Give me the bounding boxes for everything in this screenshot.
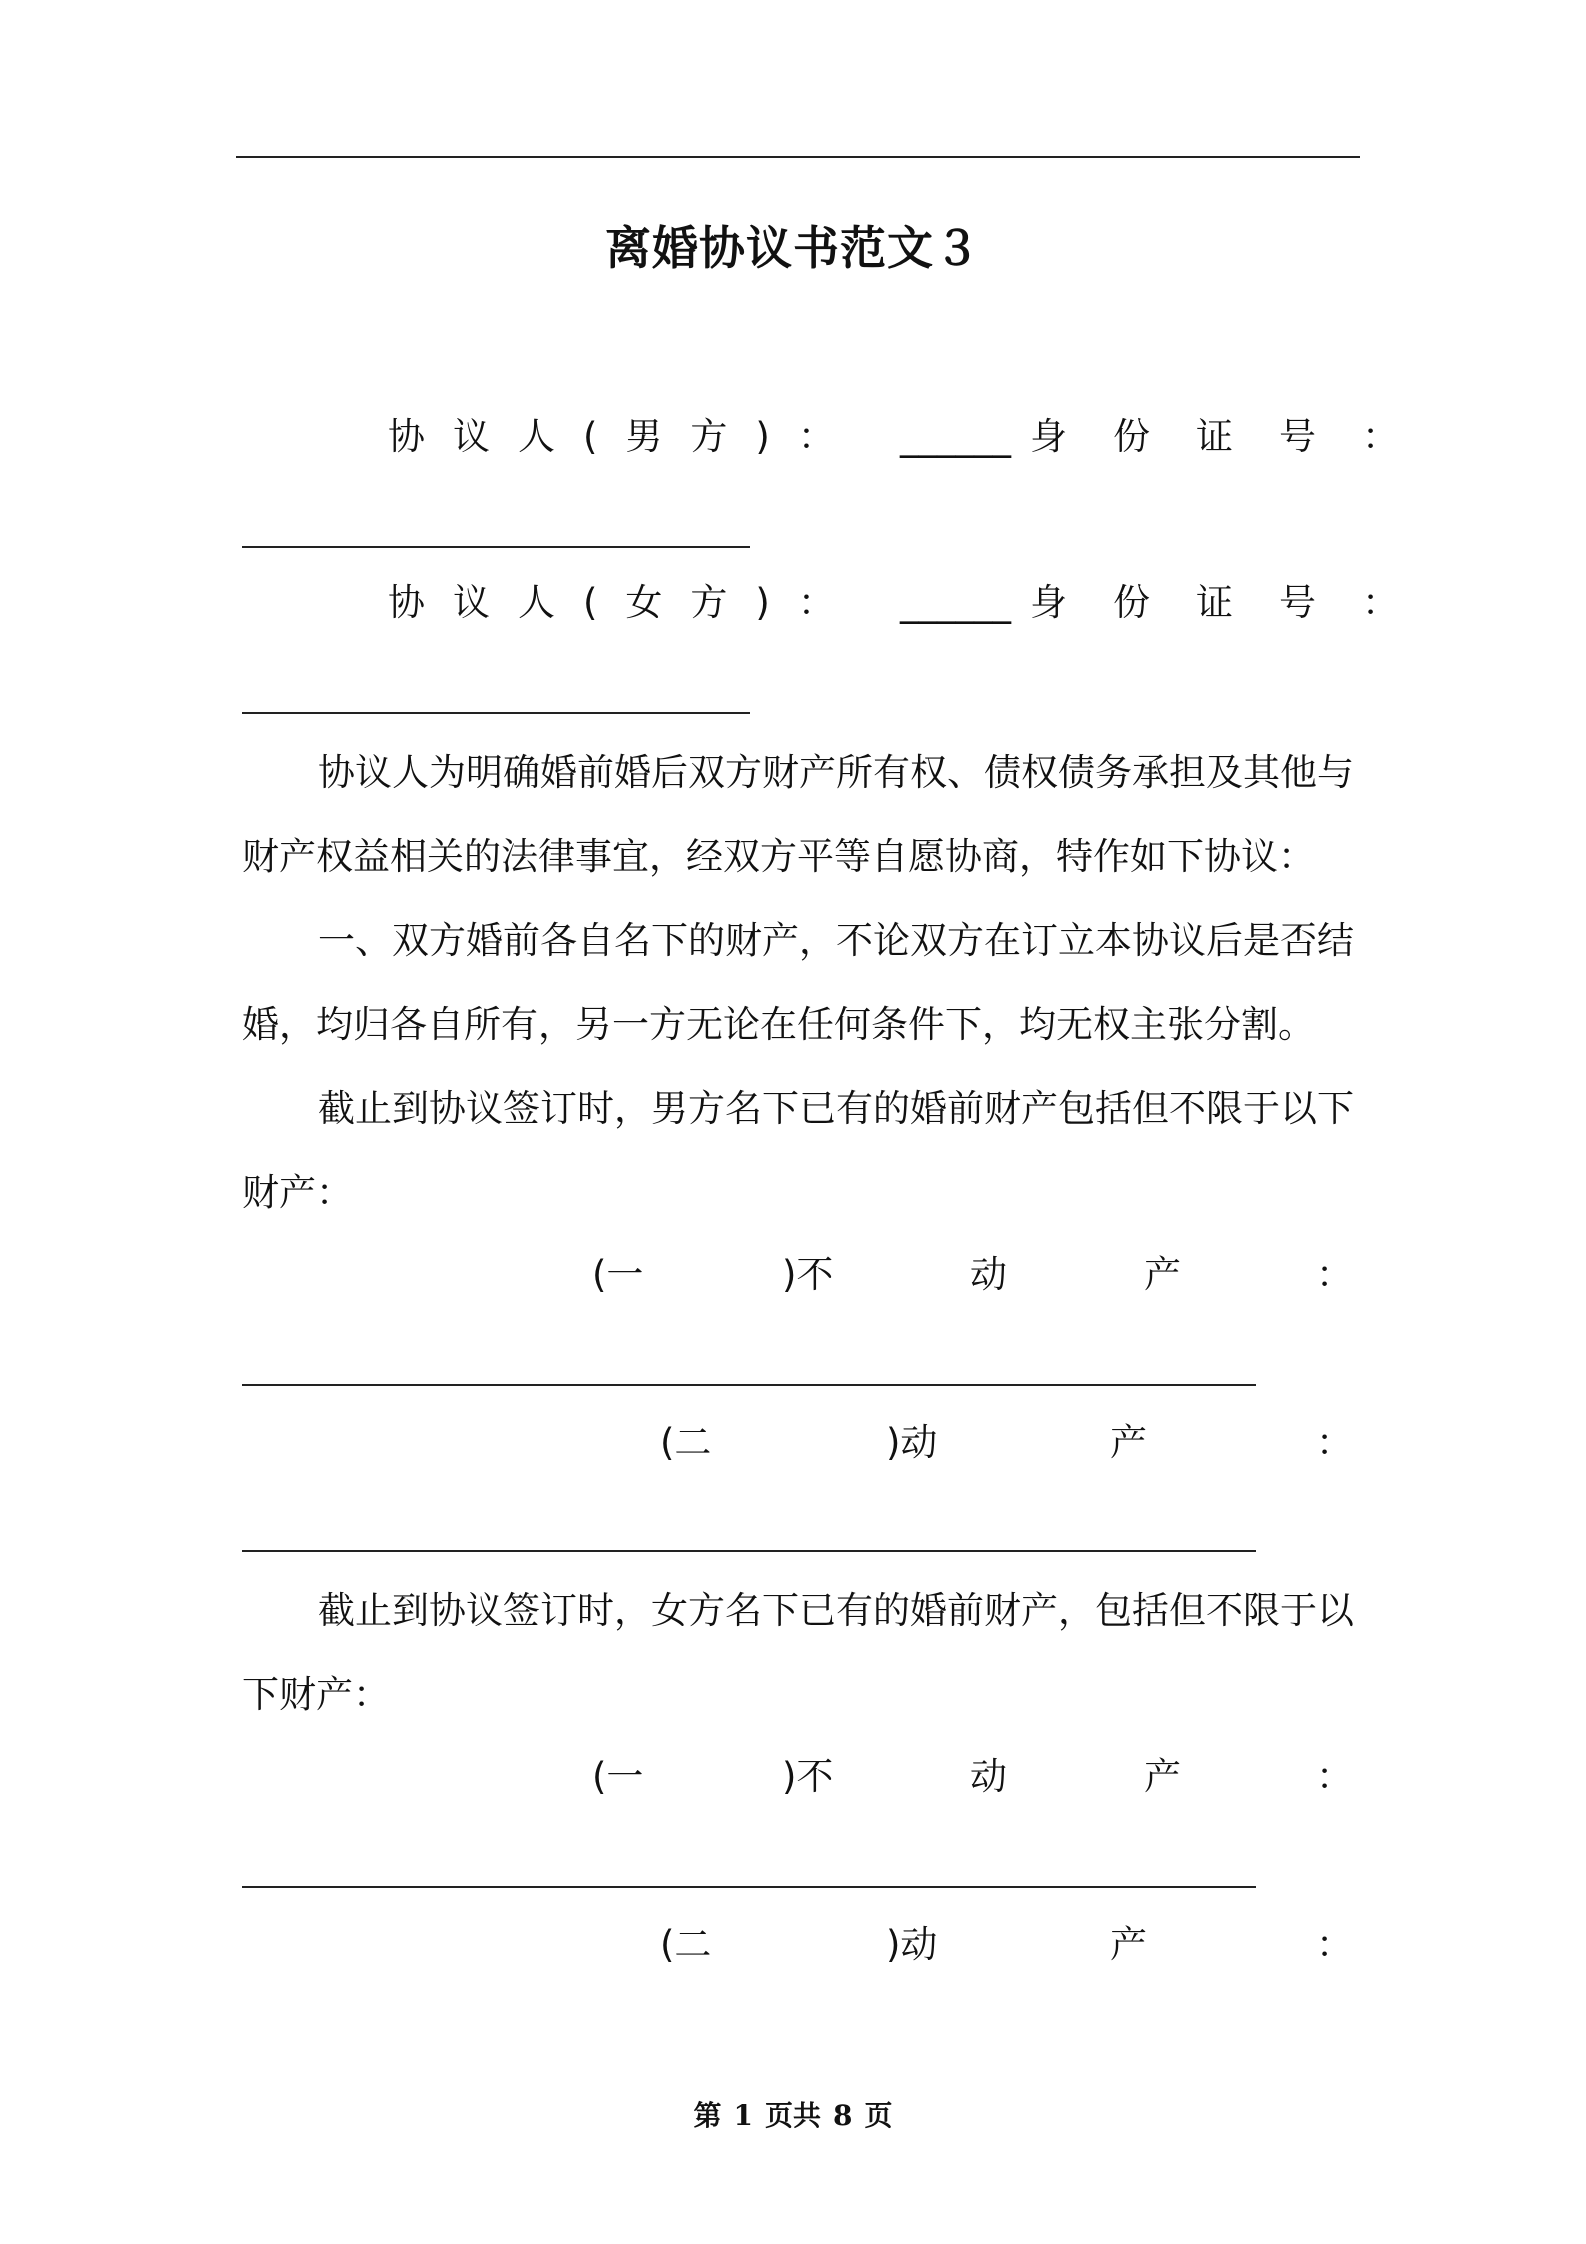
female-property-line-2: 下财产：: [242, 1673, 390, 1716]
female-real-estate-chan: 产: [1144, 1755, 1181, 1798]
male-real-estate-underline: [242, 1384, 1256, 1386]
footer-middle: 页共: [764, 2099, 821, 2132]
male-property-line-2: 财产：: [242, 1171, 353, 1214]
male-movable-colon: ：: [1316, 1421, 1353, 1464]
male-movable-underline: [242, 1550, 1256, 1552]
female-property-line-1: 截止到协议签订时，女方名下已有的婚前财产，包括但不限于以: [318, 1589, 1354, 1632]
female-id-blank: ______: [900, 581, 1011, 624]
male-id-underline: [242, 546, 750, 548]
male-real-estate-dong: 动: [970, 1253, 1007, 1296]
footer-prefix: 第: [693, 2099, 722, 2132]
clause1-line-2: 婚，均归各自所有，另一方无论在任何条件下，均无权主张分割。: [242, 1003, 1315, 1046]
male-real-estate-chan: 产: [1144, 1253, 1181, 1296]
female-party-label: 协议人(女方)：: [388, 581, 863, 624]
male-id-label: 身份证号：: [1030, 415, 1445, 458]
female-real-estate-open: (一: [592, 1755, 644, 1798]
female-real-estate-underline: [242, 1886, 1256, 1888]
clause1-line-1: 一、双方婚前各自名下的财产，不论双方在订立本协议后是否结: [318, 919, 1354, 962]
male-real-estate-colon: ：: [1316, 1253, 1353, 1296]
header-rule: [236, 156, 1360, 158]
female-id-label: 身份证号：: [1030, 581, 1445, 624]
female-real-estate-close: )不: [782, 1755, 834, 1798]
female-real-estate-colon: ：: [1316, 1755, 1353, 1798]
footer-suffix: 页: [864, 2099, 893, 2132]
male-property-line-1: 截止到协议签订时，男方名下已有的婚前财产包括但不限于以下: [318, 1087, 1354, 1130]
female-movable-chan: 产: [1110, 1923, 1147, 1966]
page-footer: [0, 2096, 1586, 2136]
footer-total-pages: 8: [833, 2099, 853, 2132]
male-movable-chan: 产: [1110, 1421, 1147, 1464]
female-id-underline: [242, 712, 750, 714]
footer-page-number: 1: [733, 2099, 753, 2132]
intro-line-1: 协议人为明确婚前婚后双方财产所有权、债权债务承担及其他与: [318, 751, 1354, 794]
male-movable-open: (二: [660, 1421, 712, 1464]
female-movable-close: )动: [886, 1923, 938, 1966]
male-id-blank: ______: [900, 415, 1011, 458]
female-real-estate-dong: 动: [970, 1755, 1007, 1798]
intro-line-2: 财产权益相关的法律事宜，经双方平等自愿协商，特作如下协议：: [242, 835, 1315, 878]
male-party-label: 协议人(男方)：: [388, 415, 863, 458]
female-movable-open: (二: [660, 1923, 712, 1966]
male-real-estate-close: )不: [782, 1253, 834, 1296]
male-movable-close: )动: [886, 1421, 938, 1464]
female-movable-colon: ：: [1316, 1923, 1353, 1966]
male-real-estate-open: (一: [592, 1253, 644, 1296]
document-title: 离婚协议书范文３: [605, 221, 981, 275]
